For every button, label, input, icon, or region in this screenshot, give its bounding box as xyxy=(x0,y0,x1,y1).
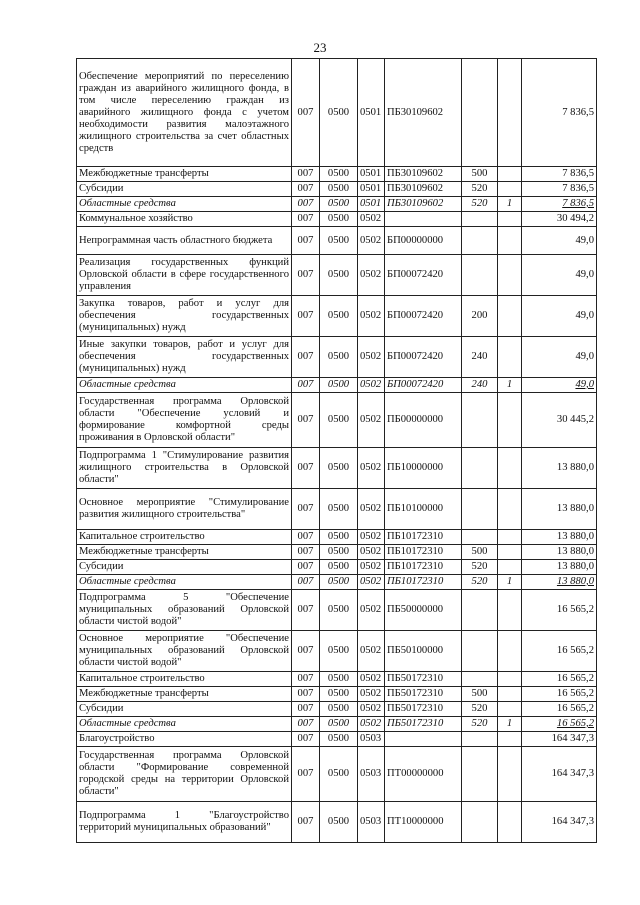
cell-g: 007 xyxy=(292,747,320,802)
cell-vr xyxy=(462,59,498,167)
cell-f xyxy=(498,296,522,337)
cell-pr: 0503 xyxy=(358,732,385,747)
cell-name: Государственная программа Орловской области "Обеспечение условий и формирование комфортной среды проживания в Орловской области" xyxy=(77,393,292,448)
cell-rz: 0500 xyxy=(320,212,358,227)
cell-vr: 240 xyxy=(462,378,498,393)
cell-vr xyxy=(462,448,498,489)
cell-g: 007 xyxy=(292,337,320,378)
cell-cs: ПБ50172310 xyxy=(385,672,462,687)
cell-pr: 0501 xyxy=(358,197,385,212)
cell-rz: 0500 xyxy=(320,197,358,212)
cell-name: Областные средства xyxy=(77,717,292,732)
cell-sum: 49,0 xyxy=(522,255,597,296)
cell-pr: 0502 xyxy=(358,255,385,296)
cell-name: Капитальное строительство xyxy=(77,530,292,545)
cell-name: Подпрограмма 1 "Стимулирование развития жилищного строительства в Орловской области" xyxy=(77,448,292,489)
cell-name: Иные закупки товаров, работ и услуг для обеспечения государственных (муниципальных) нужд xyxy=(77,337,292,378)
cell-sum: 49,0 xyxy=(522,296,597,337)
page-number: 23 xyxy=(313,40,327,55)
cell-vr: 240 xyxy=(462,337,498,378)
cell-sum: 30 494,2 xyxy=(522,212,597,227)
cell-sum: 164 347,3 xyxy=(522,747,597,802)
cell-vr: 520 xyxy=(462,182,498,197)
cell-sum: 16 565,2 xyxy=(522,590,597,631)
cell-vr xyxy=(462,212,498,227)
cell-vr: 500 xyxy=(462,545,498,560)
cell-f xyxy=(498,448,522,489)
cell-g: 007 xyxy=(292,448,320,489)
cell-g: 007 xyxy=(292,59,320,167)
cell-g: 007 xyxy=(292,212,320,227)
cell-vr xyxy=(462,672,498,687)
cell-cs: ПБ10000000 xyxy=(385,448,462,489)
cell-sum: 164 347,3 xyxy=(522,802,597,843)
cell-f xyxy=(498,560,522,575)
cell-vr xyxy=(462,732,498,747)
cell-name: Областные средства xyxy=(77,197,292,212)
table-row xyxy=(77,545,597,560)
cell-rz: 0500 xyxy=(320,560,358,575)
table-row xyxy=(77,59,597,167)
table-row xyxy=(77,672,597,687)
table-row xyxy=(77,530,597,545)
cell-rz: 0500 xyxy=(320,732,358,747)
cell-sum: 13 880,0 xyxy=(522,489,597,530)
cell-name: Непрограммная часть областного бюджета xyxy=(77,227,292,255)
cell-vr: 520 xyxy=(462,197,498,212)
cell-sum: 49,0 xyxy=(522,227,597,255)
cell-name: Закупка товаров, работ и услуг для обеспечения государственных (муниципальных) нужд xyxy=(77,296,292,337)
cell-rz: 0500 xyxy=(320,448,358,489)
cell-cs: ПБ50000000 xyxy=(385,590,462,631)
cell-g: 007 xyxy=(292,182,320,197)
cell-g: 007 xyxy=(292,590,320,631)
table-row xyxy=(77,575,597,590)
cell-pr: 0502 xyxy=(358,560,385,575)
cell-rz: 0500 xyxy=(320,590,358,631)
cell-rz: 0500 xyxy=(320,489,358,530)
table-row xyxy=(77,448,597,489)
cell-f xyxy=(498,687,522,702)
cell-rz: 0500 xyxy=(320,182,358,197)
cell-rz: 0500 xyxy=(320,378,358,393)
cell-sum: 7 836,5 xyxy=(522,167,597,182)
cell-cs: БП00072420 xyxy=(385,337,462,378)
cell-vr xyxy=(462,631,498,672)
cell-sum: 7 836,5 xyxy=(522,197,597,212)
cell-rz: 0500 xyxy=(320,702,358,717)
cell-name: Обеспечение мероприятий по переселению граждан из аварийного жилищного фонда, в том числе переселению граждан из аварийного жилищного фонда с учетом необходимости развития малоэтажного жилищного строительства за счет областных средств xyxy=(77,59,292,167)
table-row xyxy=(77,489,597,530)
cell-g: 007 xyxy=(292,378,320,393)
cell-rz: 0500 xyxy=(320,393,358,448)
cell-name: Межбюджетные трансферты xyxy=(77,687,292,702)
cell-cs: ПТ00000000 xyxy=(385,747,462,802)
cell-cs xyxy=(385,212,462,227)
cell-g: 007 xyxy=(292,687,320,702)
cell-f xyxy=(498,59,522,167)
cell-sum: 16 565,2 xyxy=(522,672,597,687)
cell-g: 007 xyxy=(292,631,320,672)
cell-rz: 0500 xyxy=(320,672,358,687)
cell-vr xyxy=(462,747,498,802)
cell-cs: БП00072420 xyxy=(385,296,462,337)
cell-pr: 0501 xyxy=(358,182,385,197)
cell-rz: 0500 xyxy=(320,687,358,702)
cell-pr: 0502 xyxy=(358,337,385,378)
cell-f xyxy=(498,393,522,448)
cell-sum: 16 565,2 xyxy=(522,631,597,672)
cell-rz: 0500 xyxy=(320,545,358,560)
cell-f xyxy=(498,255,522,296)
cell-g: 007 xyxy=(292,227,320,255)
table-row xyxy=(77,197,597,212)
cell-sum: 164 347,3 xyxy=(522,732,597,747)
cell-sum: 13 880,0 xyxy=(522,530,597,545)
cell-name: Субсидии xyxy=(77,702,292,717)
cell-vr: 520 xyxy=(462,702,498,717)
cell-g: 007 xyxy=(292,296,320,337)
cell-g: 007 xyxy=(292,702,320,717)
cell-f: 1 xyxy=(498,378,522,393)
cell-f: 1 xyxy=(498,717,522,732)
cell-g: 007 xyxy=(292,732,320,747)
cell-rz: 0500 xyxy=(320,717,358,732)
cell-f xyxy=(498,182,522,197)
budget-table xyxy=(76,58,597,843)
cell-g: 007 xyxy=(292,530,320,545)
cell-cs xyxy=(385,732,462,747)
cell-cs: ПБ50172310 xyxy=(385,702,462,717)
cell-sum: 13 880,0 xyxy=(522,560,597,575)
cell-g: 007 xyxy=(292,545,320,560)
cell-g: 007 xyxy=(292,802,320,843)
cell-rz: 0500 xyxy=(320,530,358,545)
table-row xyxy=(77,167,597,182)
cell-sum: 16 565,2 xyxy=(522,702,597,717)
cell-f xyxy=(498,747,522,802)
cell-vr: 520 xyxy=(462,717,498,732)
cell-pr: 0502 xyxy=(358,631,385,672)
cell-vr xyxy=(462,255,498,296)
cell-name: Подпрограмма 1 "Благоустройство территорий муниципальных образований" xyxy=(77,802,292,843)
cell-cs: ПТ10000000 xyxy=(385,802,462,843)
cell-sum: 13 880,0 xyxy=(522,575,597,590)
table-row xyxy=(77,227,597,255)
cell-cs: ПБ10172310 xyxy=(385,560,462,575)
table-row xyxy=(77,337,597,378)
cell-sum: 16 565,2 xyxy=(522,687,597,702)
cell-vr xyxy=(462,530,498,545)
cell-cs: ПБ10100000 xyxy=(385,489,462,530)
table-row xyxy=(77,182,597,197)
cell-name: Субсидии xyxy=(77,560,292,575)
cell-rz: 0500 xyxy=(320,227,358,255)
cell-pr: 0502 xyxy=(358,393,385,448)
cell-name: Реализация государственных функций Орловской области в сфере государственного управления xyxy=(77,255,292,296)
cell-cs: ПБ30109602 xyxy=(385,182,462,197)
cell-name: Подпрограмма 5 "Обеспечение муниципальных образований Орловской области чистой водой" xyxy=(77,590,292,631)
cell-cs: ПБ30109602 xyxy=(385,197,462,212)
table-row xyxy=(77,717,597,732)
cell-pr: 0501 xyxy=(358,59,385,167)
cell-rz: 0500 xyxy=(320,802,358,843)
cell-sum: 30 445,2 xyxy=(522,393,597,448)
table-row xyxy=(77,747,597,802)
table-row xyxy=(77,702,597,717)
cell-pr: 0502 xyxy=(358,530,385,545)
cell-name: Межбюджетные трансферты xyxy=(77,545,292,560)
cell-f: 1 xyxy=(498,575,522,590)
cell-rz: 0500 xyxy=(320,296,358,337)
cell-pr: 0503 xyxy=(358,747,385,802)
cell-g: 007 xyxy=(292,575,320,590)
cell-cs: ПБ00000000 xyxy=(385,393,462,448)
cell-pr: 0502 xyxy=(358,378,385,393)
cell-sum: 16 565,2 xyxy=(522,717,597,732)
cell-pr: 0501 xyxy=(358,167,385,182)
cell-name: Основное мероприятие "Обеспечение муниципальных образований Орловской области чистой водой" xyxy=(77,631,292,672)
cell-rz: 0500 xyxy=(320,747,358,802)
cell-pr: 0502 xyxy=(358,545,385,560)
cell-rz: 0500 xyxy=(320,59,358,167)
cell-f xyxy=(498,631,522,672)
cell-cs: ПБ50172310 xyxy=(385,687,462,702)
table-row xyxy=(77,212,597,227)
cell-cs: ПБ50172310 xyxy=(385,717,462,732)
cell-cs: ПБ10172310 xyxy=(385,575,462,590)
cell-cs: ПБ10172310 xyxy=(385,530,462,545)
cell-vr: 500 xyxy=(462,167,498,182)
cell-pr: 0502 xyxy=(358,687,385,702)
cell-f xyxy=(498,732,522,747)
cell-g: 007 xyxy=(292,717,320,732)
cell-vr: 200 xyxy=(462,296,498,337)
cell-g: 007 xyxy=(292,167,320,182)
cell-g: 007 xyxy=(292,672,320,687)
table-row xyxy=(77,255,597,296)
cell-f xyxy=(498,212,522,227)
cell-pr: 0502 xyxy=(358,489,385,530)
cell-sum: 13 880,0 xyxy=(522,448,597,489)
cell-pr: 0502 xyxy=(358,590,385,631)
cell-vr: 520 xyxy=(462,575,498,590)
cell-pr: 0502 xyxy=(358,717,385,732)
cell-f xyxy=(498,167,522,182)
cell-g: 007 xyxy=(292,197,320,212)
table-row xyxy=(77,687,597,702)
cell-f xyxy=(498,702,522,717)
cell-rz: 0500 xyxy=(320,255,358,296)
cell-name: Областные средства xyxy=(77,575,292,590)
cell-rz: 0500 xyxy=(320,575,358,590)
cell-name: Субсидии xyxy=(77,182,292,197)
cell-g: 007 xyxy=(292,489,320,530)
cell-cs: ПБ30109602 xyxy=(385,167,462,182)
table-row xyxy=(77,732,597,747)
table-row xyxy=(77,378,597,393)
table-row xyxy=(77,631,597,672)
cell-sum: 7 836,5 xyxy=(522,59,597,167)
cell-g: 007 xyxy=(292,560,320,575)
cell-pr: 0502 xyxy=(358,448,385,489)
cell-vr xyxy=(462,393,498,448)
cell-rz: 0500 xyxy=(320,337,358,378)
cell-name: Государственная программа Орловской области "Формирование современной городской среды на территории Орловской области" xyxy=(77,747,292,802)
cell-f: 1 xyxy=(498,197,522,212)
table-row xyxy=(77,802,597,843)
cell-pr: 0502 xyxy=(358,575,385,590)
table-row xyxy=(77,560,597,575)
cell-vr: 520 xyxy=(462,560,498,575)
cell-cs: ПБ10172310 xyxy=(385,545,462,560)
cell-vr xyxy=(462,802,498,843)
cell-pr: 0502 xyxy=(358,702,385,717)
cell-name: Капитальное строительство xyxy=(77,672,292,687)
cell-f xyxy=(498,530,522,545)
cell-pr: 0502 xyxy=(358,212,385,227)
cell-sum: 13 880,0 xyxy=(522,545,597,560)
table-row xyxy=(77,590,597,631)
cell-pr: 0502 xyxy=(358,672,385,687)
cell-vr: 500 xyxy=(462,687,498,702)
cell-name: Основное мероприятие "Стимулирование развития жилищного строительства" xyxy=(77,489,292,530)
cell-rz: 0500 xyxy=(320,167,358,182)
cell-sum: 49,0 xyxy=(522,337,597,378)
cell-sum: 49,0 xyxy=(522,378,597,393)
cell-cs: БП00072420 xyxy=(385,255,462,296)
cell-name: Благоустройство xyxy=(77,732,292,747)
cell-cs: БП00000000 xyxy=(385,227,462,255)
cell-f xyxy=(498,227,522,255)
cell-f xyxy=(498,802,522,843)
cell-f xyxy=(498,672,522,687)
cell-rz: 0500 xyxy=(320,631,358,672)
cell-g: 007 xyxy=(292,255,320,296)
cell-vr xyxy=(462,590,498,631)
cell-cs: БП00072420 xyxy=(385,378,462,393)
cell-g: 007 xyxy=(292,393,320,448)
table-row xyxy=(77,393,597,448)
cell-cs: ПБ50100000 xyxy=(385,631,462,672)
table-row xyxy=(77,296,597,337)
cell-cs: ПБ30109602 xyxy=(385,59,462,167)
cell-f xyxy=(498,337,522,378)
cell-pr: 0502 xyxy=(358,227,385,255)
cell-pr: 0502 xyxy=(358,296,385,337)
cell-vr xyxy=(462,227,498,255)
cell-pr: 0503 xyxy=(358,802,385,843)
cell-vr xyxy=(462,489,498,530)
cell-sum: 7 836,5 xyxy=(522,182,597,197)
cell-name: Областные средства xyxy=(77,378,292,393)
cell-f xyxy=(498,545,522,560)
cell-f xyxy=(498,590,522,631)
cell-name: Коммунальное хозяйство xyxy=(77,212,292,227)
cell-name: Межбюджетные трансферты xyxy=(77,167,292,182)
cell-f xyxy=(498,489,522,530)
